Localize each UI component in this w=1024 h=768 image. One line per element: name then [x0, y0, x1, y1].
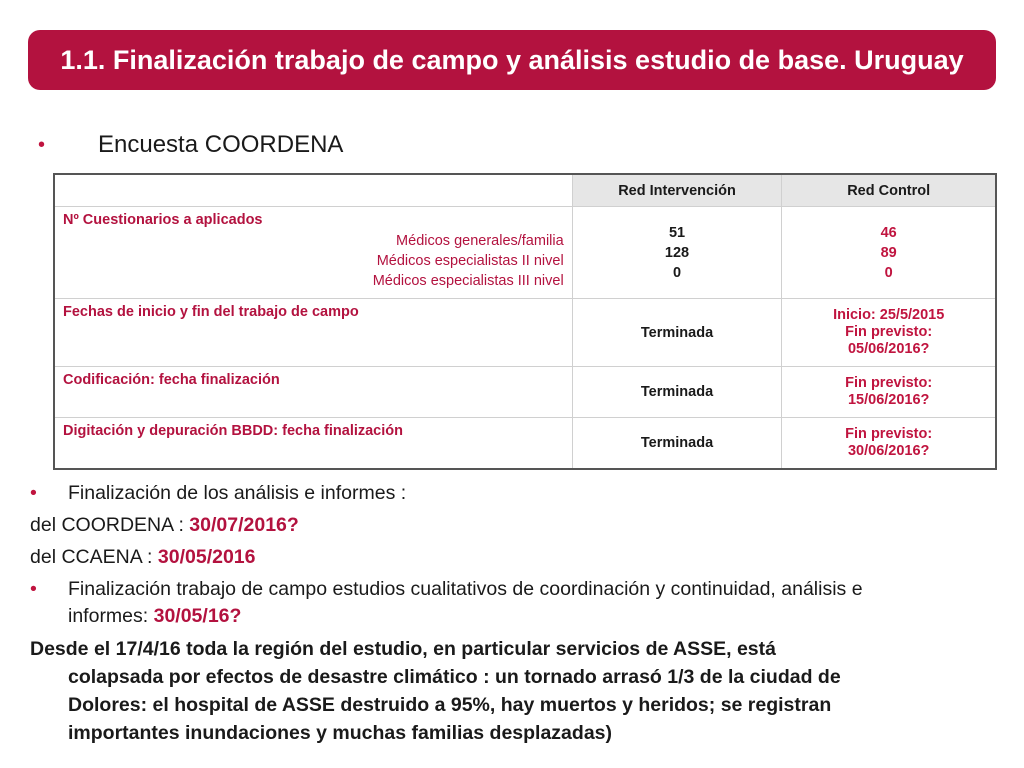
warning-line: Desde el 17/4/16 toda la región del estudio, en particular servicios de ASSE, está: [30, 638, 776, 660]
control-status: [782, 367, 996, 418]
column-header-intervencion: Red Intervención: [572, 174, 782, 207]
coordena-label: del COORDENA :: [30, 514, 190, 536]
analysis-text: Finalización de los análisis e informes :: [68, 482, 407, 504]
qualitative-date: 30/05/16?: [153, 605, 242, 627]
intervencion-counts: [572, 207, 782, 299]
bullet-marker: •: [30, 578, 37, 600]
ccaena-deadline: [30, 546, 256, 569]
control-status: [782, 299, 996, 367]
ccaena-label: del CCAENA :: [30, 546, 158, 568]
doctor-types-list: [63, 231, 564, 291]
intervencion-status: Terminada: [572, 418, 782, 469]
row-label: Codificación: fecha finalización: [54, 367, 572, 418]
qualitative-bullet-cont: [68, 605, 241, 628]
section-heading: Encuesta COORDENA: [98, 131, 344, 158]
qualitative-bullet: [30, 578, 863, 601]
slide-title: 1.1. Finalización trabajo de campo y análisis estudio de base. Uruguay: [60, 44, 964, 75]
qualitative-text: Finalización trabajo de campo estudios cualitativos de coordinación y continuidad, análisis e: [68, 578, 863, 600]
count-value: 0: [884, 264, 893, 281]
table-header-row: [54, 174, 996, 207]
title-banner: [28, 30, 996, 90]
column-header-control: Red Control: [782, 174, 996, 207]
control-counts: [782, 207, 996, 299]
warning-line: colapsada por efectos de desastre climático : un tornado arrasó 1/3 de la ciudad de: [68, 666, 841, 688]
status-line: 05/06/2016?: [847, 341, 930, 357]
table-row: [54, 207, 996, 299]
analysis-bullet: [30, 482, 406, 505]
warning-line: Dolores: el hospital de ASSE destruido a 95%, hay muertos y heridos; se registran: [68, 694, 832, 716]
count-value: 46: [880, 224, 897, 241]
table-header-blank: [54, 174, 572, 207]
status-line: Fin previsto:: [845, 375, 933, 391]
bullet-marker: •: [30, 482, 37, 504]
section-bullet: [38, 131, 343, 159]
coordena-deadline: [30, 514, 299, 537]
bullet-marker: •: [38, 134, 46, 156]
status-line: Inicio: 25/5/2015: [833, 307, 945, 323]
count-value: 0: [672, 264, 682, 281]
ccaena-date: 30/05/2016: [157, 546, 256, 568]
status-line: 30/06/2016?: [847, 442, 930, 459]
count-value: 128: [664, 244, 690, 261]
count-value: 89: [880, 244, 897, 261]
doctor-type: Médicos especialistas III nivel: [372, 273, 564, 289]
coordena-date: 30/07/2016?: [189, 514, 299, 536]
doctor-type: Médicos generales/familia: [396, 233, 564, 249]
status-line: 15/06/2016?: [847, 392, 930, 408]
table-row: [54, 299, 996, 367]
intervencion-status: Terminada: [572, 367, 782, 418]
qualitative-text: informes:: [68, 605, 154, 627]
row-label-cell: [54, 207, 572, 299]
count-value: 51: [668, 224, 686, 241]
status-line: Fin previsto:: [845, 324, 933, 340]
row-label: Fechas de inicio y fin del trabajo de campo: [54, 299, 572, 367]
row-label: Nº Cuestionarios a aplicados: [63, 212, 263, 228]
doctor-type: Médicos especialistas II nivel: [376, 253, 564, 269]
fieldwork-status-table: [53, 173, 997, 470]
table-row: [54, 418, 996, 469]
table-row: [54, 367, 996, 418]
control-status: [782, 418, 996, 469]
row-label: Digitación y depuración BBDD: fecha finalización: [54, 418, 572, 469]
intervencion-status: Terminada: [572, 299, 782, 367]
status-line: Fin previsto:: [845, 425, 933, 442]
warning-line: importantes inundaciones y muchas familias desplazadas): [68, 722, 613, 744]
